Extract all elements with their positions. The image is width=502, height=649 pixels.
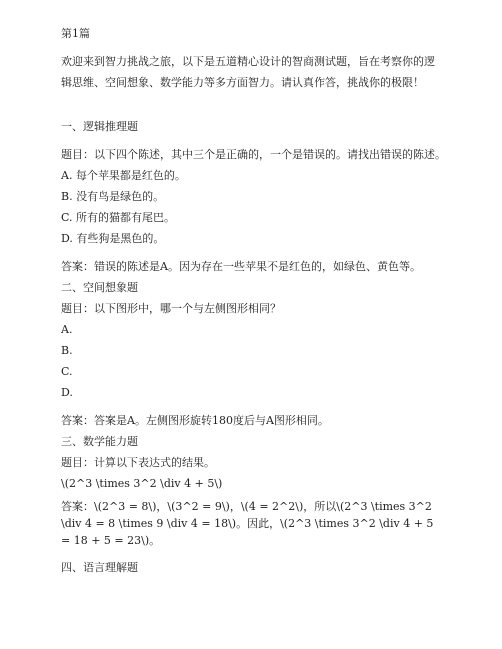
section2-option-a: A. — [61, 323, 73, 336]
intro-paragraph: 欢迎来到智力挑战之旅，以下是五道精心设计的智商测试题，旨在考察你的逻辑思维、空间想象、数学能力等多方面智力。请认真作答，挑战你的极限！ — [61, 55, 435, 89]
section3-title: 三、数学能力题 — [61, 435, 138, 448]
section4-title: 四、语言理解题 — [61, 561, 138, 574]
section1-question: 题目：以下四个陈述，其中三个是正确的，一个是错误的。请找出错误的陈述。 — [61, 148, 446, 161]
section2-question: 题目：以下图形中，哪一个与左侧图形相同？ — [61, 302, 281, 315]
section3-answer: 答案：\(2^3 = 8\)，\(3^2 = 9\)，\(4 = 2^2\)，所以\(2^3 \times 3^2 \div 4 = 8 \times 9 \div 4 = 18\)。因此，\(2^3 \times 3^2 \div 4 + 5 = 18 + 5 = 23\)。 — [61, 500, 434, 547]
section1-title: 一、逻辑推理题 — [61, 120, 138, 133]
section1-option-d: D. 有些狗是黑色的。 — [61, 232, 165, 245]
page-heading: 第1篇 — [61, 27, 90, 40]
section2-title: 二、空间想象题 — [61, 281, 138, 294]
section3-expression: \(2^3 \times 3^2 \div 4 + 5\) — [61, 477, 223, 490]
section1-answer: 答案：错误的陈述是A。因为存在一些苹果不是红色的，如绿色、黄色等。 — [61, 260, 421, 273]
section3-question: 题目：计算以下表达式的结果。 — [61, 456, 215, 469]
section1-option-a: A. 每个苹果都是红色的。 — [61, 169, 186, 182]
section2-answer: 答案：答案是A。左侧图形旋转180度后与A图形相同。 — [61, 414, 329, 427]
section1-option-c: C. 所有的猫都有尾巴。 — [61, 211, 176, 224]
section2-option-b: B. — [61, 344, 73, 357]
section2-option-c: C. — [61, 365, 73, 378]
section2-option-d: D. — [61, 386, 73, 399]
section1-option-b: B. 没有鸟是绿色的。 — [61, 190, 165, 203]
